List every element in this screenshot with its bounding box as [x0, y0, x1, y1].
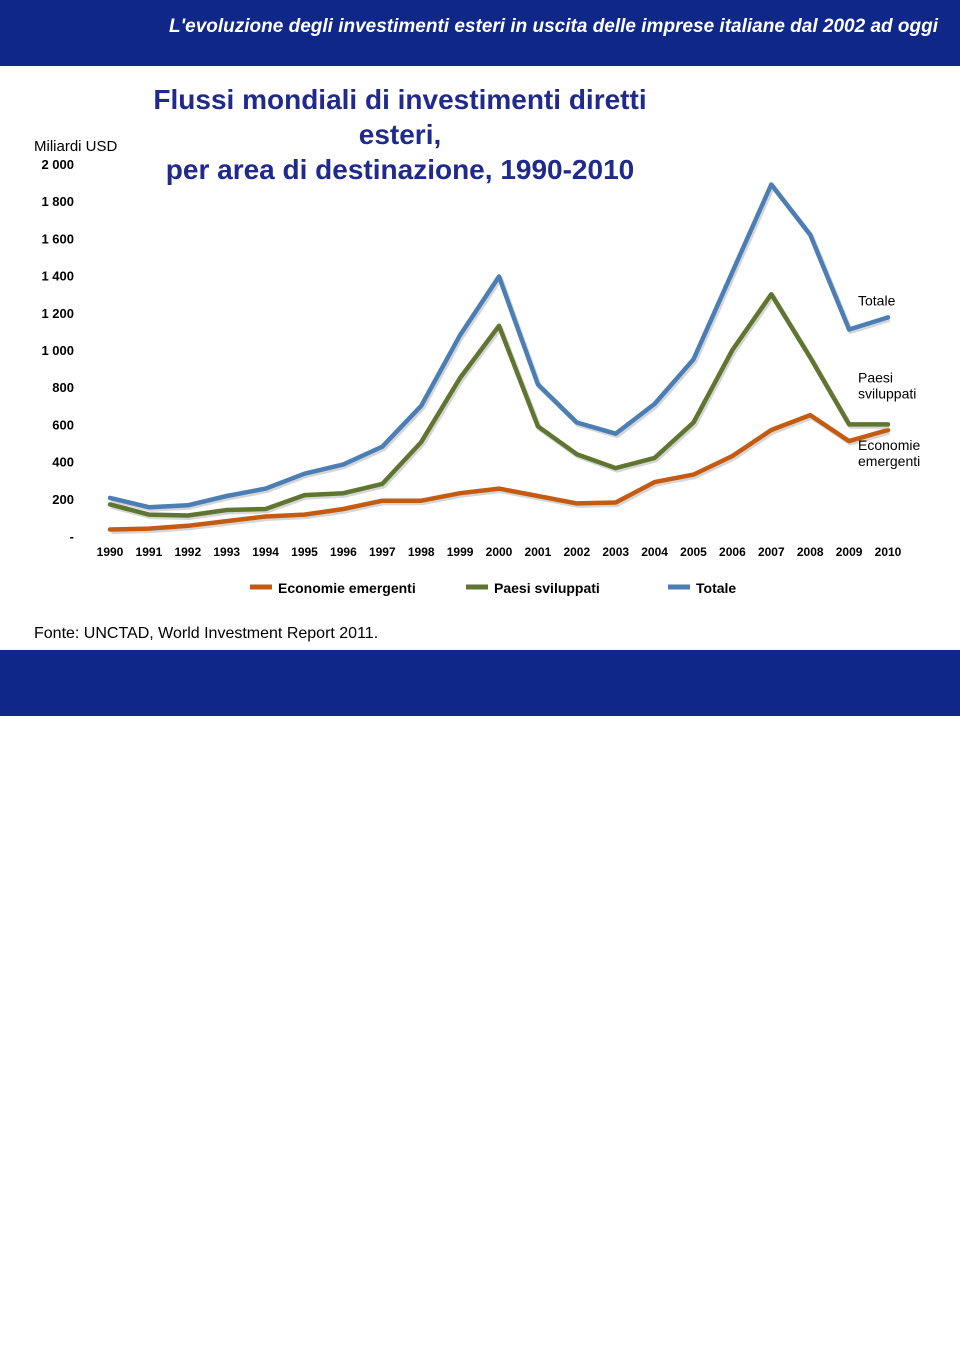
series-line-2 [110, 185, 888, 508]
legend-label: Economie emergenti [278, 580, 416, 596]
y-tick-label: 1 000 [41, 343, 74, 358]
x-tick-label: 2003 [602, 545, 630, 559]
line-chart [0, 0, 960, 650]
footer-line1: Le strategie di internazionalizzazione delle imprese di Milano e Torino [62, 1312, 658, 1332]
page-number: 2 [903, 1320, 914, 1340]
x-tick-label: 2000 [485, 545, 513, 559]
legend-label: Paesi sviluppati [494, 580, 600, 596]
y-tick-label: 1 400 [41, 268, 74, 284]
y-tick-label: - [69, 529, 74, 544]
y-tick-label: 1 200 [41, 305, 74, 321]
series-annotation: emergenti [858, 452, 921, 469]
series-annotation: Economie [858, 436, 921, 453]
header-title: L'evoluzione degli investimenti esteri in uscita delle imprese italiane dal 2002 ad oggi [169, 16, 938, 37]
chart-title-line2: per area di destinazione, 1990-2010 [165, 154, 635, 185]
x-tick-label: 2008 [796, 545, 824, 559]
footer-line2: nei mercati in cambiamento – Milano, 22 novembre 2011 [120, 1336, 600, 1356]
x-tick-label: 1997 [368, 545, 396, 559]
x-tick-label: 1999 [446, 545, 474, 559]
x-tick-label: 2006 [719, 545, 746, 559]
y-tick-label: 1 800 [41, 194, 74, 210]
x-tick-label: 1996 [330, 545, 357, 559]
x-tick-label: 2001 [524, 545, 552, 559]
y-tick-label: 2 000 [41, 157, 74, 172]
x-tick-label: 2002 [563, 545, 591, 559]
series-annotation: Paesi [858, 369, 894, 386]
y-tick-label: 800 [52, 380, 74, 396]
series-line-1 [110, 294, 888, 515]
x-tick-label: 1993 [213, 545, 241, 559]
footer-bar [0, 650, 960, 1356]
x-tick-label: 2007 [757, 545, 785, 559]
y-tick-label: 1 600 [41, 231, 74, 247]
series-line-shadow [112, 187, 890, 510]
series-annotation: Totale [858, 292, 896, 309]
x-tick-label: 1991 [135, 545, 163, 559]
x-tick-label: 2010 [874, 545, 902, 559]
y-tick-label: 400 [52, 454, 74, 470]
x-tick-label: 1992 [174, 545, 202, 559]
x-tick-label: 1998 [407, 545, 435, 559]
legend-label: Totale [696, 580, 737, 596]
y-unit-label: Miliardi USD [34, 138, 118, 155]
x-tick-label: 2004 [641, 545, 668, 559]
x-tick-label: 1990 [96, 545, 124, 559]
y-tick-label: 600 [52, 417, 74, 433]
chart-title-line1: Flussi mondiali di investimenti diretti esteri, [153, 84, 647, 150]
x-tick-label: 2009 [835, 545, 863, 559]
series-annotation: sviluppati [858, 385, 917, 402]
x-tick-label: 1994 [252, 545, 279, 559]
y-tick-label: 200 [52, 491, 74, 507]
x-tick-label: 2005 [680, 545, 707, 559]
x-tick-label: 1995 [291, 545, 318, 559]
source-note: Fonte: UNCTAD, World Investment Report 2011. [34, 625, 379, 642]
